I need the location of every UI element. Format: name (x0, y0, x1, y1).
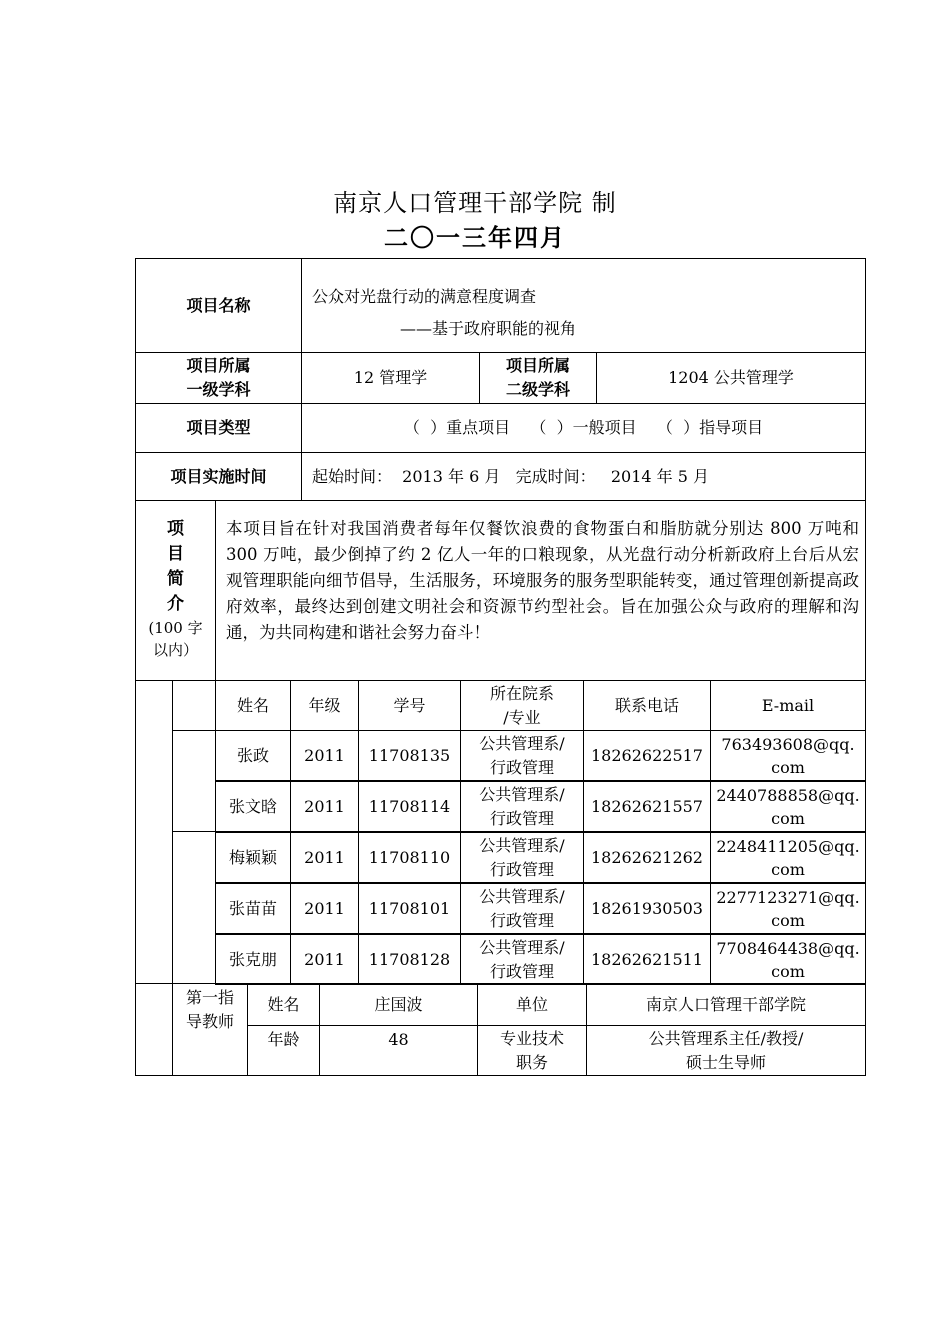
project-time-value: 起始时间： 2013 年 6 月 完成时间： 2014 年 5 月 (301, 452, 866, 501)
member-email: 763493608@qq. com (710, 730, 866, 781)
advisor-age-value: 48 (319, 1025, 478, 1076)
project-name-line1: 公众对光盘行动的满意程度调查 (312, 287, 537, 306)
project-name-line2: ——基于政府职能的视角 (400, 319, 577, 338)
member-phone: 18262621262 (583, 832, 711, 883)
member-name: 张政 (215, 730, 291, 781)
col-header-name: 姓名 (215, 680, 291, 731)
project-name-label: 项目名称 (135, 258, 302, 353)
subject2-label: 项目所属 二级学科 (479, 352, 597, 404)
col-header-grade: 年级 (290, 680, 359, 731)
member-department: 公共管理系/ 行政管理 (460, 781, 584, 832)
advisor-name-value: 庄国波 (319, 983, 478, 1026)
member-grade: 2011 (290, 832, 359, 883)
document-date: 二〇一三年四月 (384, 224, 566, 252)
member-student-id: 11708101 (358, 883, 461, 934)
member-name: 张克朋 (215, 934, 291, 985)
member-name: 梅颖颖 (215, 832, 291, 883)
member-email: 2248411205@qq. com (710, 832, 866, 883)
member-grade: 2011 (290, 934, 359, 985)
project-type-label: 项目类型 (135, 403, 302, 453)
intro-text: 本项目旨在针对我国消费者每年仅餐饮浪费的食物蛋白和脂肪就分别达 800 万吨和 300 万吨，最少倒掉了约 2 亿人一年的口粮现象，从光盘行动分析新政府上台后从宏观管理职能向细节倡导，生活服务，环境服务的服务型职能转变，通过管理创新提高政府效率，最终达到创建文明社会和资源节约型社会。旨在加强公众与政府的理解和沟通，为共同构建和谐社会努力奋斗！ (215, 500, 866, 681)
advisor-unit-label: 单位 (477, 983, 587, 1026)
col-header-phone: 联系电话 (583, 680, 711, 731)
member-department: 公共管理系/ 行政管理 (460, 883, 584, 934)
col-header-department: 所在院系 /专业 (460, 680, 584, 731)
advisor-title-label: 专业技术 职务 (477, 1025, 587, 1076)
member-email: 2277123271@qq. com (710, 883, 866, 934)
members-group-leaders (172, 730, 216, 832)
col-header-email: E-mail (710, 680, 866, 731)
subject2-value: 1204 公共管理学 (596, 352, 866, 404)
project-name-cell (301, 258, 866, 353)
member-name: 张文晗 (215, 781, 291, 832)
col-header-student-id: 学号 (358, 680, 461, 731)
member-grade: 2011 (290, 781, 359, 832)
member-name: 张苗苗 (215, 883, 291, 934)
member-grade: 2011 (290, 883, 359, 934)
member-grade: 2011 (290, 730, 359, 781)
member-department: 公共管理系/ 行政管理 (460, 832, 584, 883)
member-department: 公共管理系/ 行政管理 (460, 934, 584, 985)
intro-label-note: (100 字 以内） (148, 619, 203, 659)
member-email: 7708464438@qq. com (710, 934, 866, 985)
advisor-title-value: 公共管理系主任/教授/ 硕士生导师 (586, 1025, 866, 1076)
member-phone: 18261930503 (583, 883, 711, 934)
document-issuer: 南京人口管理干部学院 制 (333, 189, 617, 217)
advisor-name-label: 姓名 (247, 983, 320, 1026)
project-type-options: （ ）重点项目 （ ）一般项目 （ ）指导项目 (301, 403, 866, 453)
member-email: 2440788858@qq. com (710, 781, 866, 832)
project-time-label: 项目实施时间 (135, 452, 302, 501)
members-group-others (172, 831, 216, 984)
member-student-id: 11708114 (358, 781, 461, 832)
intro-label: 项 目 简 介 (167, 519, 184, 614)
intro-label-cell (135, 500, 216, 681)
members-group-header-spacer (172, 680, 216, 731)
advisor-side-column (135, 983, 173, 1076)
subject1-label: 项目所属 一级学科 (135, 352, 302, 404)
member-phone: 18262621557 (583, 781, 711, 832)
advisor-unit-value: 南京人口管理干部学院 (586, 983, 866, 1026)
subject1-value: 12 管理学 (301, 352, 480, 404)
advisor-age-label: 年龄 (247, 1025, 320, 1076)
members-side-column (135, 680, 173, 984)
member-phone: 18262622517 (583, 730, 711, 781)
member-phone: 18262621511 (583, 934, 711, 985)
member-student-id: 11708135 (358, 730, 461, 781)
member-student-id: 11708110 (358, 832, 461, 883)
member-student-id: 11708128 (358, 934, 461, 985)
advisor-label: 第一指 导教师 (172, 983, 248, 1076)
member-department: 公共管理系/ 行政管理 (460, 730, 584, 781)
